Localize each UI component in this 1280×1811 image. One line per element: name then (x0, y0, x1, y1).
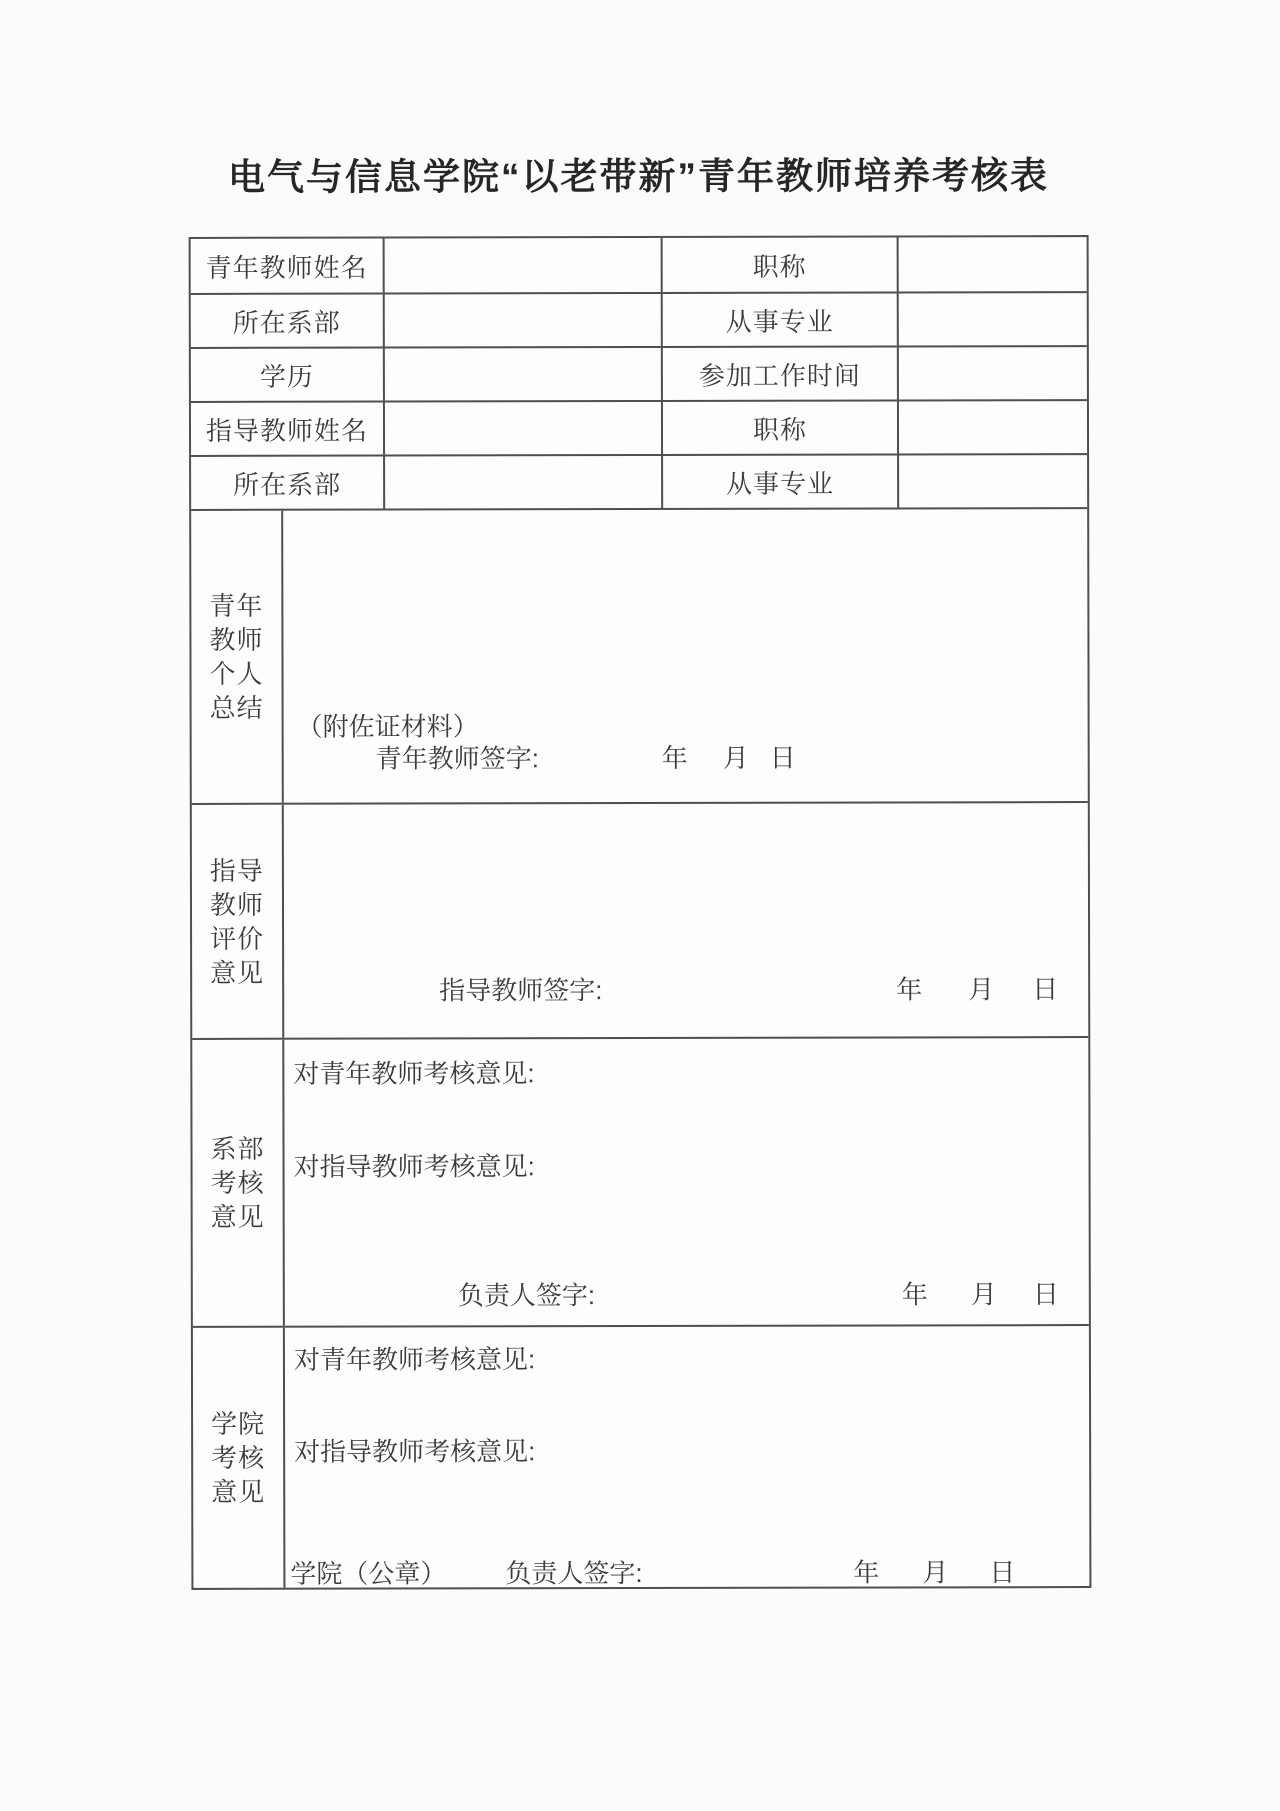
stub-line: 意见 (210, 957, 265, 988)
info-row-department (191, 291, 1087, 347)
advisor-evaluation-stub-label (192, 805, 284, 1038)
college-seal-label: 学院（公章） (290, 1558, 447, 1589)
day-label: 日 (1032, 974, 1059, 1005)
young-teacher-name-value (383, 238, 661, 293)
advisor-evaluation-writing-area (284, 803, 1088, 1038)
section-self-summary (191, 507, 1088, 803)
work-start-time-label: 参加工作时间 (661, 345, 897, 399)
year-label: 年 (661, 742, 688, 773)
advisor-title-value (897, 399, 1087, 453)
advisor-title-label: 职称 (661, 399, 897, 453)
college-assessment-stub-label (193, 1328, 286, 1588)
year-label: 年 (853, 1557, 880, 1588)
advisor-department-label: 所在系部 (191, 455, 383, 509)
department-assessment-writing-area (284, 1038, 1089, 1326)
profession-value (897, 291, 1087, 345)
work-start-time-value (897, 345, 1087, 399)
young-teacher-title-label: 职称 (661, 237, 897, 291)
stub-line: 意见 (211, 1476, 266, 1507)
stub-line: 教师 (209, 624, 264, 655)
responsible-person-signature-label: 负责人签字: (457, 1280, 596, 1311)
college-assessment-writing-area (285, 1326, 1090, 1588)
self-summary-stub-label (191, 511, 284, 803)
education-value (383, 346, 661, 401)
young-teacher-title-value (897, 237, 1087, 291)
stub-line: 考核 (211, 1442, 266, 1473)
section-college-assessment (193, 1324, 1090, 1588)
department-label: 所在系部 (191, 293, 383, 347)
info-row-young-teacher (191, 237, 1087, 293)
year-label: 年 (901, 1279, 928, 1310)
info-row-advisor (191, 399, 1087, 455)
day-label: 日 (989, 1557, 1016, 1588)
stub-line: 系部 (210, 1133, 265, 1164)
stub-line: 总结 (209, 692, 264, 723)
responsible-person-signature-label: 负责人签字: (505, 1557, 643, 1589)
month-label: 月 (968, 974, 995, 1005)
advisor-signature-label: 指导教师签字: (439, 975, 603, 1006)
day-label: 日 (1032, 1279, 1059, 1310)
section-advisor-evaluation (192, 801, 1088, 1038)
stub-line: 意见 (210, 1201, 265, 1232)
advisor-profession-label: 从事专业 (661, 453, 897, 507)
form-title: 电气与信息学院“以老带新”青年教师培养考核表 (227, 155, 1050, 198)
stub-line: 个人 (209, 658, 264, 689)
stub-line: 青年 (209, 590, 264, 621)
advisor-profession-value (897, 453, 1087, 507)
day-label: 日 (769, 742, 796, 773)
opinion-on-young-teacher-label: 对青年教师考核意见: (293, 1058, 535, 1089)
month-label: 月 (970, 1279, 997, 1310)
attachment-note: （附佐证材料） (296, 711, 479, 742)
stub-line: 考核 (210, 1167, 265, 1198)
stub-line: 指导 (209, 855, 264, 886)
opinion-on-advisor-label: 对指导教师考核意见: (293, 1151, 535, 1182)
stub-line: 教师 (209, 889, 265, 920)
info-row-education (191, 345, 1087, 401)
year-label: 年 (896, 974, 923, 1005)
advisor-name-label: 指导教师姓名 (191, 401, 383, 455)
month-label: 月 (722, 742, 749, 773)
stub-line: 学院 (211, 1408, 266, 1439)
young-teacher-signature-label: 青年教师签字: (375, 743, 539, 774)
profession-label: 从事专业 (661, 291, 897, 345)
department-value (383, 292, 661, 347)
department-assessment-stub-label (192, 1040, 285, 1326)
opinion-on-advisor-label: 对指导教师考核意见: (294, 1436, 536, 1467)
advisor-name-value (383, 400, 661, 455)
education-label: 学历 (191, 347, 383, 401)
info-row-advisor-department (191, 453, 1087, 509)
opinion-on-young-teacher-label: 对青年教师考核意见: (293, 1344, 536, 1375)
stub-line: 评价 (210, 923, 265, 954)
section-department-assessment (192, 1036, 1089, 1326)
month-label: 月 (922, 1557, 949, 1588)
self-summary-writing-area (283, 509, 1088, 803)
young-teacher-name-label: 青年教师姓名 (205, 252, 368, 283)
advisor-department-value (383, 454, 661, 509)
assessment-form-table (189, 235, 1092, 1590)
